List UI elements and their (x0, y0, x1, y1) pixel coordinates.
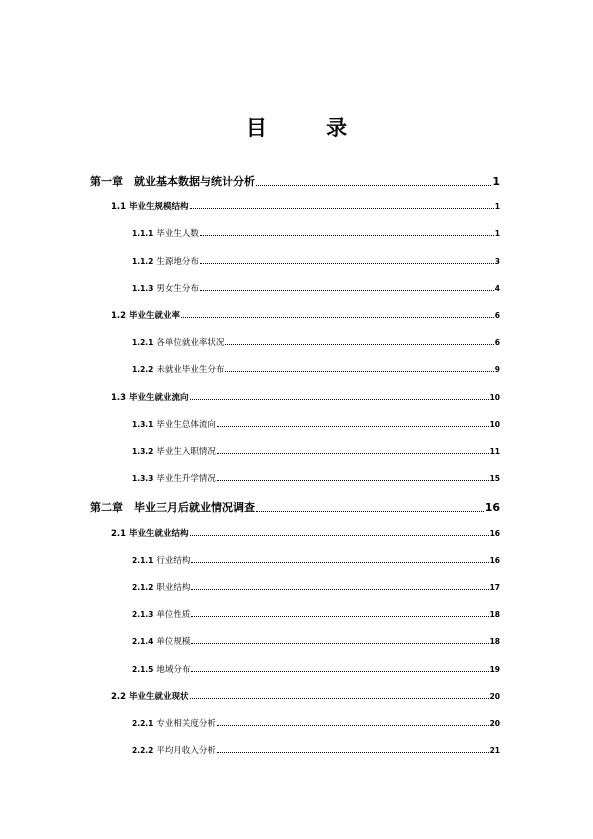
toc-entry-number: 2.2.2 (132, 746, 154, 756)
toc-page-number: 15 (489, 474, 500, 484)
toc-dot-leader (200, 235, 494, 236)
toc-entry[interactable] (132, 472, 500, 484)
toc-entry-label: 1.3.2 毕业生入职情况 (132, 447, 216, 457)
toc-page-number: 6 (494, 311, 500, 320)
toc-entry-label: 1.1.1 毕业生人数 (132, 229, 199, 240)
toc-entry-label: 1.2 毕业生就业率 (111, 311, 181, 321)
toc-dot-leader (190, 399, 489, 400)
toc-dot-leader (217, 725, 489, 726)
toc-dot-leader (191, 671, 488, 672)
toc-entry[interactable] (90, 499, 500, 515)
toc-entry[interactable] (132, 635, 500, 647)
toc-page-number: 18 (489, 637, 500, 647)
toc-page-number: 10 (489, 392, 500, 402)
toc-entry-label: 第一章 就业基本数据与统计分析 (90, 175, 255, 188)
toc-entry-label: 1.3 毕业生就业流向 (111, 392, 189, 403)
toc-entry-number: 2.1.4 (132, 637, 154, 647)
toc-page-number: 20 (489, 719, 500, 728)
toc-entry[interactable] (132, 608, 500, 620)
toc-entry[interactable] (111, 200, 500, 212)
toc-entry-number: 1.3.3 (132, 474, 154, 484)
toc-dot-leader (190, 698, 489, 699)
toc-dot-leader (191, 589, 488, 590)
toc-page-number: 16 (489, 555, 500, 565)
toc-entry-label: 1.1.3 男女生分布 (132, 283, 199, 294)
toc-entry-label: 2.1.3 单位性质 (132, 610, 191, 621)
toc-dot-leader (217, 752, 489, 753)
toc-dot-leader (191, 562, 488, 563)
toc-entry-number: 1.1.2 (132, 256, 154, 266)
toc-entry[interactable] (132, 227, 500, 239)
toc-entry[interactable] (132, 282, 500, 294)
toc-entry-number: 1.1.1 (132, 229, 154, 239)
toc-dot-leader (181, 317, 494, 318)
toc-page-number: 18 (489, 610, 500, 620)
toc-entry[interactable] (132, 744, 500, 756)
toc-entry-label: 1.3.1 毕业生总体流向 (132, 419, 216, 430)
toc-dot-leader (225, 344, 493, 345)
toc-entry-number: 2.1.2 (132, 583, 154, 592)
toc-entry-number: 1.3.2 (132, 447, 154, 456)
toc-entry-number: 1.1.3 (132, 283, 154, 293)
toc-page-number: 9 (494, 365, 500, 375)
toc-entry-number: 2.1.1 (132, 555, 154, 565)
toc-entry[interactable] (132, 255, 500, 267)
toc-page-number: 21 (489, 746, 500, 756)
toc-dot-leader (200, 263, 494, 264)
toc-entry[interactable] (111, 690, 500, 702)
toc-page-number: 19 (489, 664, 500, 674)
toc-dot-leader (191, 643, 488, 644)
toc-entry-label: 1.1 毕业生规模结构 (111, 202, 189, 213)
toc-entry-label: 1.2.1 各单位就业率状况 (132, 338, 225, 349)
toc-entry-label: 1.1.2 生源地分布 (132, 256, 199, 267)
toc-entry-number: 2.1.5 (132, 664, 154, 674)
toc-entry[interactable] (111, 391, 500, 403)
toc-title: 目 录 (245, 116, 374, 140)
toc-entry-label: 2.2 毕业生就业现状 (111, 691, 189, 702)
toc-entry-number: 1.2.2 (132, 365, 154, 375)
toc-entry[interactable] (90, 173, 500, 189)
toc-dot-leader (217, 453, 489, 454)
toc-dot-leader (256, 511, 484, 512)
toc-page-number: 17 (489, 583, 500, 592)
toc-entry-label: 1.2.2 未就业毕业生分布 (132, 365, 225, 376)
toc-dot-leader (256, 185, 491, 186)
toc-page-number: 10 (489, 419, 500, 429)
toc-page-number: 1 (492, 175, 500, 188)
toc-entry-label: 2.1.5 地域分布 (132, 664, 191, 675)
toc-page-number: 3 (494, 256, 500, 266)
toc-entry-label: 2.1.4 单位规模 (132, 637, 191, 648)
toc-entry[interactable] (111, 527, 500, 539)
toc-entry-label: 2.1 毕业生就业结构 (111, 528, 189, 539)
toc-page-number: 20 (489, 691, 500, 701)
toc-entry[interactable] (132, 363, 500, 375)
toc-entry[interactable] (111, 309, 500, 321)
toc-entry-label: 2.1.2 职业结构 (132, 583, 191, 593)
toc-page-number: 1 (494, 229, 500, 239)
toc-entry[interactable] (132, 445, 500, 457)
toc-entry-label: 2.2.2 平均月收入分析 (132, 746, 216, 757)
toc-entry-number: 1.3.1 (132, 419, 154, 429)
toc-page-number: 1 (494, 202, 500, 212)
toc-dot-leader (191, 616, 488, 617)
toc-entry-label: 2.2.1 专业相关度分析 (132, 719, 216, 729)
toc-dot-leader (200, 290, 494, 291)
toc-page-number: 16 (489, 528, 500, 538)
toc-dot-leader (190, 535, 489, 536)
toc-dot-leader (217, 480, 489, 481)
toc-entry-label: 第二章 毕业三月后就业情况调查 (90, 501, 255, 515)
toc-page-number: 4 (494, 283, 500, 293)
toc-page-number: 16 (484, 501, 500, 515)
toc-entry-number: 1.2.1 (132, 338, 154, 348)
toc-entry-label: 2.1.1 行业结构 (132, 555, 191, 566)
toc-entry-number: 2.2.1 (132, 719, 154, 728)
toc-entry[interactable] (132, 418, 500, 430)
toc-dot-leader (225, 371, 493, 372)
toc-entry[interactable] (132, 663, 500, 675)
toc-entry[interactable] (132, 717, 500, 729)
toc-entry[interactable] (132, 581, 500, 593)
toc-entry[interactable] (132, 336, 500, 348)
toc-entry-number: 2.1.3 (132, 610, 154, 620)
toc-dot-leader (190, 208, 494, 209)
toc-entry[interactable] (132, 554, 500, 566)
toc-dot-leader (217, 426, 489, 427)
toc-page-number: 11 (489, 447, 500, 456)
toc-entry-label: 1.3.3 毕业生升学情况 (132, 474, 216, 485)
toc-page-number: 6 (494, 338, 500, 348)
